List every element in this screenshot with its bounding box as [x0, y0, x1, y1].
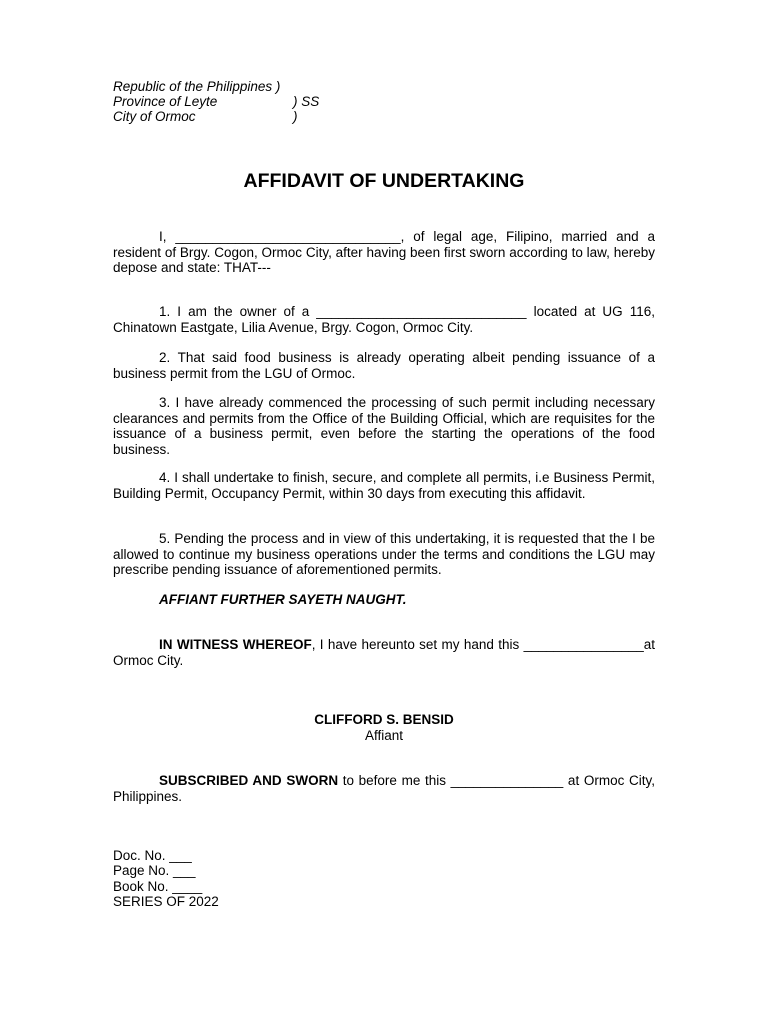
witness-lead: IN WITNESS WHEREOF: [159, 637, 312, 652]
venue-paren: ): [293, 109, 298, 124]
series-year: SERIES OF 2022: [113, 893, 219, 909]
venue-block: [113, 79, 319, 124]
item-4-paragraph: 4. I shall undertake to finish, secure, and complete all permits, i.e Business Permit, Building Permit, Occupancy Permit, within 30 days from executing this affidavit.: [113, 470, 655, 501]
item-5-paragraph: 5. Pending the process and in view of this undertaking, it is requested that the I be allowed to continue my business operations under the terms and conditions the LGU may prescribe pending issuance of aforementioned permits.: [113, 531, 655, 577]
page-number: Page No. ___: [113, 863, 196, 879]
venue-ss: ) SS: [293, 94, 320, 109]
book-number: Book No. ____: [113, 878, 203, 894]
venue-city: City of Ormoc: [113, 109, 196, 124]
signature-block: [0, 712, 768, 743]
affiant-name: CLIFFORD S. BENSID: [314, 712, 454, 727]
venue-province: Province of Leyte: [113, 94, 218, 109]
jurat-paragraph: [113, 773, 655, 804]
venue-line-3: [113, 109, 319, 124]
notary-block: [113, 848, 219, 909]
venue-republic: Republic of the Philippines ): [113, 79, 281, 94]
witness-paragraph: [113, 637, 655, 668]
doc-number: Doc. No. ___: [113, 848, 192, 863]
witness-rest: , I have hereunto set my hand this ________________at Ormoc City.: [113, 637, 655, 668]
venue-line-2: [113, 94, 319, 109]
affiant-role: Affiant: [364, 727, 404, 743]
venue-line-1: [113, 79, 319, 94]
affiant-further-statement: AFFIANT FURTHER SAYETH NAUGHT.: [159, 592, 407, 607]
document-title: AFFIDAVIT OF UNDERTAKING: [243, 170, 525, 192]
jurat-lead: SUBSCRIBED AND SWORN: [159, 773, 339, 788]
intro-paragraph: I, ______________________________, of legal age, Filipino, married and a resident of Brgy. Cogon, Ormoc City, after having been first sworn according to law, hereby depose and state: THAT---: [113, 229, 655, 275]
item-1-paragraph: 1. I am the owner of a ____________________________ located at UG 116, Chinatown Eastgate, Lilia Avenue, Brgy. Cogon, Ormoc City.: [113, 304, 655, 335]
item-3-paragraph: 3. I have already commenced the processing of such permit including necessary clearances and permits from the Office of the Building Official, which are requisites for the issuance of a business permit, even before the starting the operations of the food business.: [113, 395, 655, 457]
jurat-rest: to before me this _______________ at Ormoc City, Philippines.: [113, 773, 655, 804]
item-2-paragraph: 2. That said food business is already operating albeit pending issuance of a business permit from the LGU of Ormoc.: [113, 350, 655, 381]
